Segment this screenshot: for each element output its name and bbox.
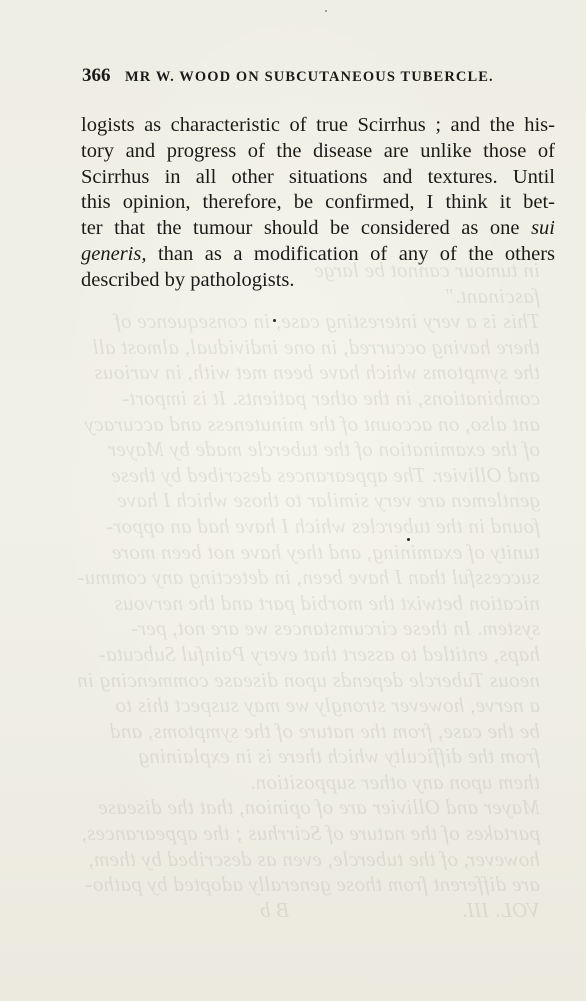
text-line: described by pathologists. — [81, 268, 295, 291]
text-line — [81, 216, 555, 242]
text-line — [81, 242, 555, 268]
text-line: tory and progress of the disease are unlike those of — [81, 139, 555, 162]
ink-speck — [325, 10, 327, 12]
italic-phrase: generis, — [81, 242, 147, 265]
page-header — [82, 65, 552, 91]
bleed-through-text: in tumour cannot be large fascinant." This is a very interesting case, in consequence of there having occurred, in one individual, almost all the symptoms which have been met with, in various combinations, in the other patients. It is import- ant also, on account of the minuteness and accuracy of the examination of the tubercle made by Mayer and Ollivier. The appearances described by these gentlemen are very similar to those which I have found in the tubercles which I have had an oppor- tunity of examining, and they have not been more successful than I have been, in detecting any commu- nication betwixt the morbid part and the nervous system. In these circumstances we are not, per- haps, entitled to assert that every Painful Subcuta- neous Tubercle depends upon disease commencing in a nerve, however strongly we may suspect this to be the case, from the nature of the symptoms, and from the difficulty which there is in explaining them upon any other supposition. Mayer and Ollivier are of opinion, that the disease partakes of the nature of Scirrhus ; the appearances, however, of the tubercle, even as described by them, are different from those generally adopted by patho- VOL. III. B b — [76, 258, 540, 922]
text-line: this opinion, therefore, be confirmed, I think it bet- — [81, 191, 555, 214]
ink-speck — [407, 538, 410, 541]
text-line: logists as characteristic of true Scirrhus ; and the his- — [81, 114, 555, 136]
ink-speck — [273, 319, 276, 322]
text-fragment: ter that the tumour should be considered as one — [81, 217, 532, 240]
text-fragment: than as a modification of any of the others — [157, 242, 556, 265]
running-head: MR W. WOOD ON SUBCUTANEOUS TUBERCLE. — [125, 69, 494, 85]
text-line: Scirrhus in all other situations and textures. Until — [81, 165, 555, 188]
page-number: 366 — [82, 65, 111, 86]
body-paragraph — [81, 113, 555, 294]
italic-phrase: sui — [531, 217, 555, 240]
